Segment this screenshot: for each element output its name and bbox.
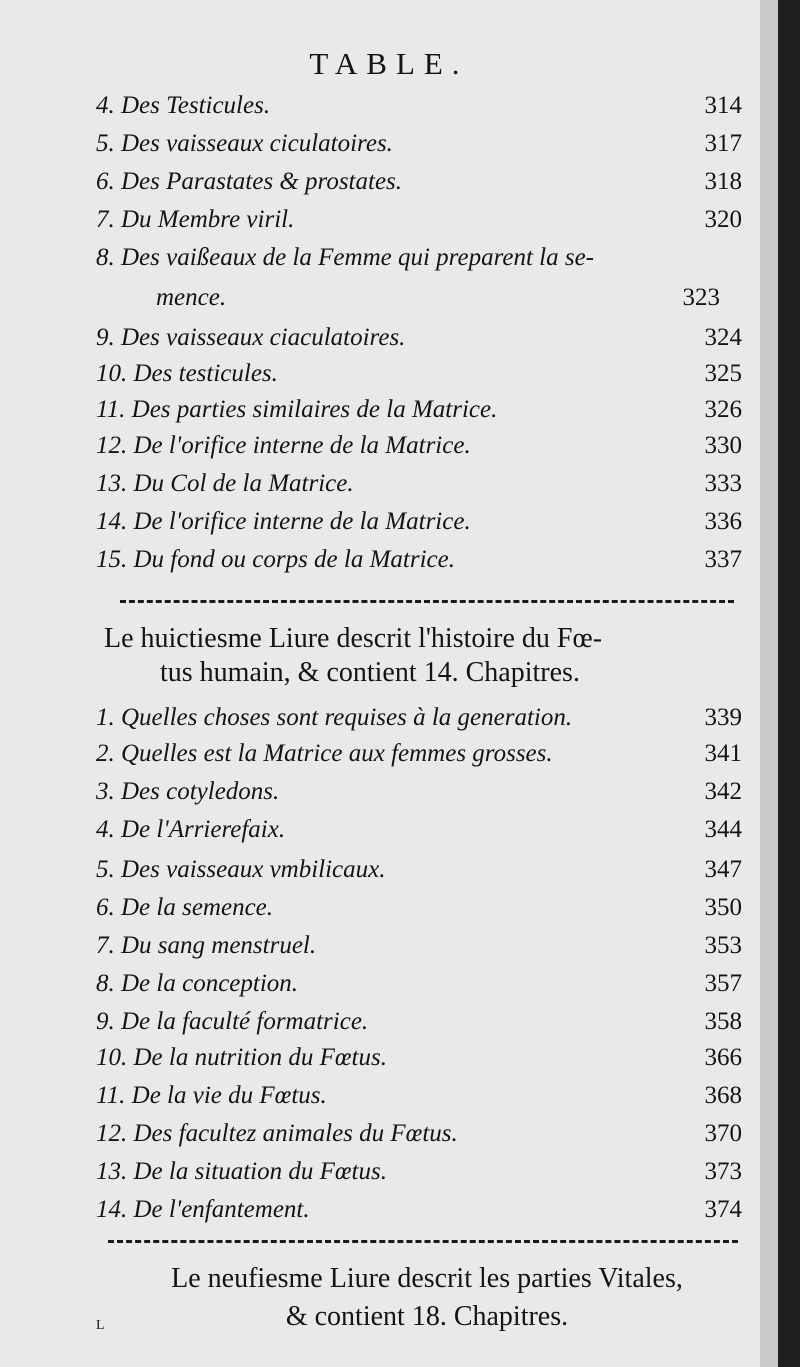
- toc-entry-page: 320: [704, 206, 742, 233]
- toc-entry: [96, 894, 742, 932]
- toc-entry-label: 8. Des vaißeaux de la Femme qui preparent la se-: [96, 244, 595, 271]
- toc-entry-label: 12. Des facultez animales du Fœtus.: [96, 1120, 458, 1147]
- toc-entry: [96, 856, 742, 894]
- book-heading: [104, 1260, 750, 1336]
- toc-entry: [96, 432, 742, 470]
- toc-entry: [96, 92, 742, 130]
- toc-entry-page: 342: [704, 778, 742, 805]
- toc-entry-label: 4. Des Testicules.: [96, 92, 271, 119]
- running-title: TABLE.: [309, 46, 469, 81]
- toc-entry-label: 12. De l'orifice interne de la Matrice.: [96, 432, 471, 459]
- toc-entry: [96, 1196, 742, 1234]
- toc-entry-page: 336: [704, 508, 742, 535]
- toc-entry-page: 368: [704, 1082, 742, 1109]
- toc-entry: [96, 1120, 742, 1158]
- toc-entry: [96, 1008, 742, 1046]
- toc-entry: [96, 932, 742, 970]
- toc-entry-page: 324: [704, 324, 742, 351]
- toc-entry: [96, 1158, 742, 1196]
- toc-entry: [96, 168, 742, 206]
- toc-entry-page: 357: [704, 970, 742, 997]
- toc-entry-label: 14. De l'enfantement.: [96, 1196, 310, 1223]
- toc-entry: [96, 508, 742, 546]
- toc-entry-label: 13. De la situation du Fœtus.: [96, 1158, 387, 1185]
- toc-entry: [96, 970, 742, 1008]
- toc-entry: [96, 704, 742, 742]
- toc-entry-label: 14. De l'orifice interne de la Matrice.: [96, 508, 471, 535]
- toc-entry: [96, 740, 742, 778]
- toc-entry-label: 13. Du Col de la Matrice.: [96, 470, 354, 497]
- toc-entry: [96, 1082, 742, 1120]
- toc-entry-label: 7. Du Membre viril.: [96, 206, 295, 233]
- toc-entry-label: 10. De la nutrition du Fœtus.: [96, 1044, 387, 1071]
- book-heading: [104, 622, 744, 690]
- toc-entry-label: 11. De la vie du Fœtus.: [96, 1082, 327, 1109]
- toc-entry: [96, 360, 742, 398]
- toc-entry-page: 374: [704, 1196, 742, 1223]
- toc-entry-page: 333: [704, 470, 742, 497]
- toc-entry-page: 373: [704, 1158, 742, 1185]
- toc-entry-label: 3. Des cotyledons.: [96, 778, 280, 805]
- toc-entry-label: 1. Quelles choses sont requises à la generation.: [96, 704, 573, 731]
- toc-entry-label: 4. De l'Arrierefaix.: [96, 816, 286, 843]
- toc-entry-page: 358: [704, 1008, 742, 1035]
- toc-entry-page: 318: [704, 168, 742, 195]
- corner-mark: L: [96, 1318, 105, 1333]
- toc-entry-label: 6. De la semence.: [96, 894, 274, 921]
- book-heading-line: & contient 18. Chapitres.: [285, 1301, 569, 1332]
- book-spine: [778, 0, 800, 1367]
- section-divider: [108, 1240, 738, 1243]
- toc-entry-continuation: mence.: [156, 284, 227, 311]
- toc-entry-label: 2. Quelles est la Matrice aux femmes grosses.: [96, 740, 553, 767]
- toc-entry-page: 323: [682, 284, 720, 311]
- toc-entry-label: 7. Du sang menstruel.: [96, 932, 317, 959]
- toc-entry-label: 10. Des testicules.: [96, 360, 278, 387]
- toc-entry: [96, 396, 742, 434]
- toc-entry: [96, 130, 742, 168]
- toc-entry: [96, 244, 742, 282]
- book-heading-line: Le huictiesme Liure descrit l'histoire du Fœ-: [104, 623, 603, 654]
- toc-entry-page: 326: [704, 396, 742, 423]
- toc-entry: [96, 206, 742, 244]
- toc-entry-page: 350: [704, 894, 742, 921]
- toc-entry-page: 330: [704, 432, 742, 459]
- toc-entry: [96, 470, 742, 508]
- toc-entry-page: 314: [704, 92, 742, 119]
- toc-entry: [96, 546, 742, 584]
- book-heading-line: tus humain, & contient 14. Chapitres.: [160, 657, 580, 688]
- toc-entry-label: 6. Des Parastates & prostates.: [96, 168, 403, 195]
- toc-entry-label: 9. Des vaisseaux ciaculatoires.: [96, 324, 406, 351]
- toc-entry-label: 8. De la conception.: [96, 970, 299, 997]
- toc-entry-page: 370: [704, 1120, 742, 1147]
- toc-entry: [96, 778, 742, 816]
- toc-entry-page: 339: [704, 704, 742, 731]
- toc-entry-label: 9. De la faculté formatrice.: [96, 1008, 369, 1035]
- toc-entry: [96, 1044, 742, 1082]
- toc-entry-page: 366: [704, 1044, 742, 1071]
- toc-entry: [96, 324, 742, 362]
- toc-entry-page: 337: [704, 546, 742, 573]
- book-heading-line: Le neufiesme Liure descrit les parties Vitales,: [171, 1263, 683, 1294]
- toc-entry-label: 15. Du fond ou corps de la Matrice.: [96, 546, 455, 573]
- toc-entry-page: 317: [704, 130, 742, 157]
- toc-entry: [96, 816, 742, 854]
- toc-entry-page: 325: [704, 360, 742, 387]
- toc-entry-page: 344: [704, 816, 742, 843]
- toc-entry-label: 5. Des vaisseaux vmbilicaux.: [96, 856, 386, 883]
- toc-entry-label: 11. Des parties similaires de la Matrice.: [96, 396, 498, 423]
- page-edge-shadow: [760, 0, 778, 1367]
- toc-entry-page: 353: [704, 932, 742, 959]
- toc-entry-page: 341: [704, 740, 742, 767]
- section-divider: [120, 600, 734, 603]
- toc-entry-label: 5. Des vaisseaux ciculatoires.: [96, 130, 393, 157]
- toc-entry-page: 347: [704, 856, 742, 883]
